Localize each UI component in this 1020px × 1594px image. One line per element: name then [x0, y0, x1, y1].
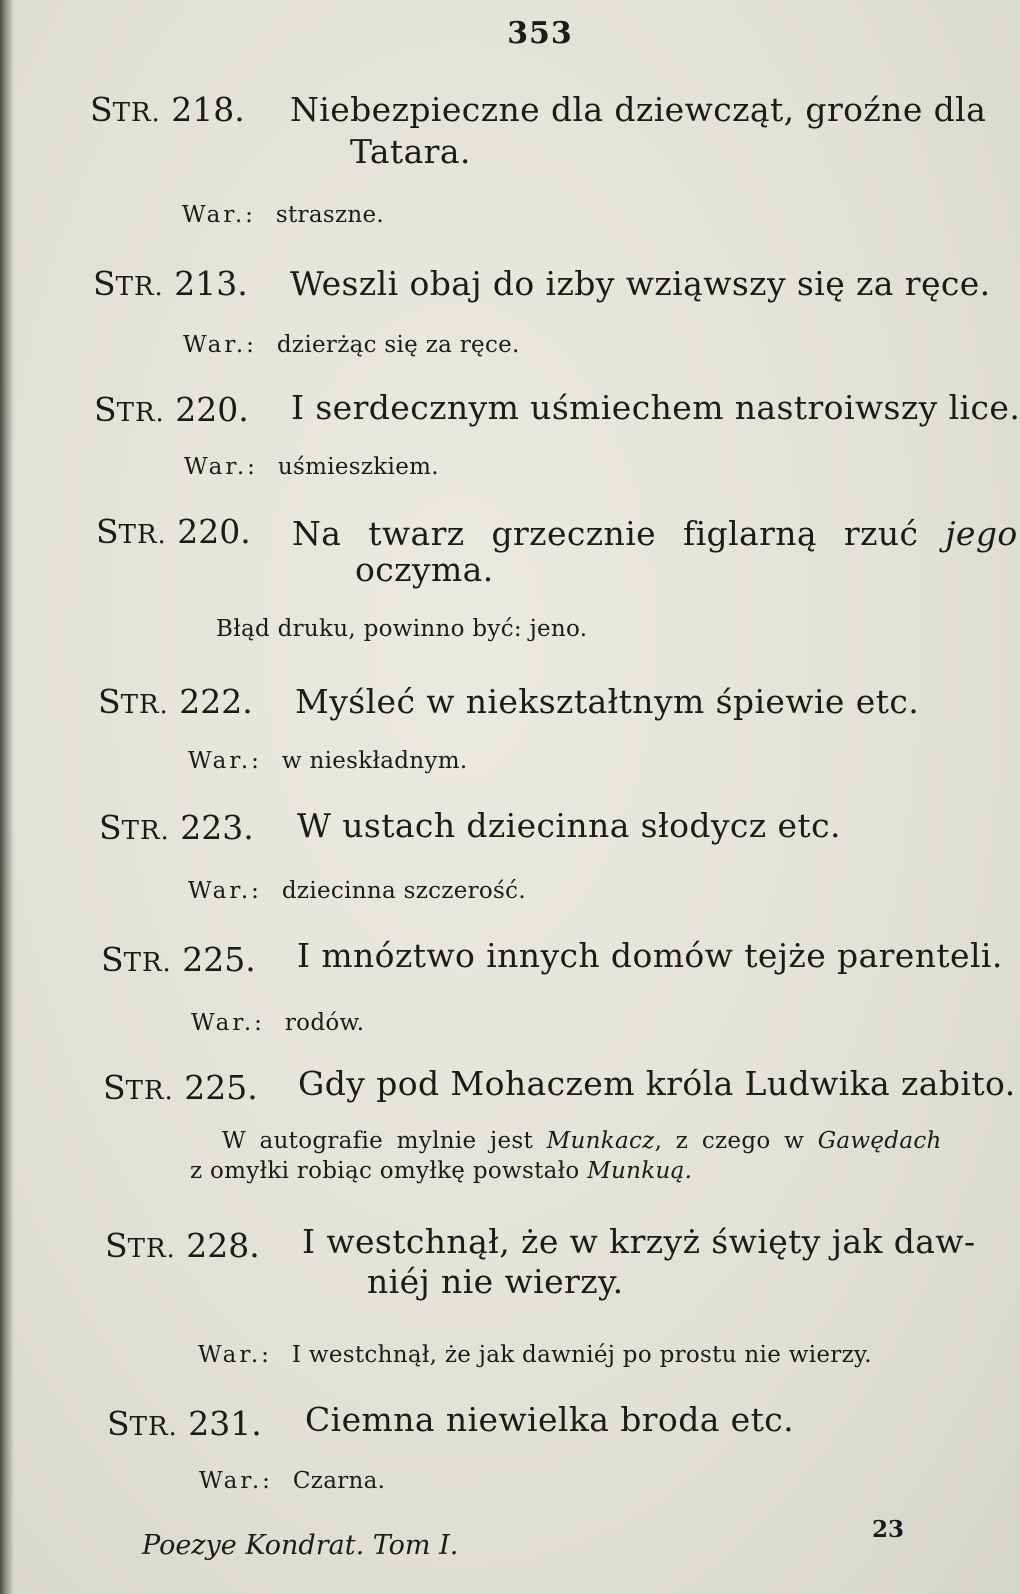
str-label: STR. 222. [98, 682, 253, 721]
verse-line: Gdy pod Mohaczem króla Ludwika zabito. [298, 1064, 1016, 1103]
verse-line: Na twarz grzecznie figlarną rzuć jego [292, 514, 1018, 553]
variant: War.: rodów. [191, 1010, 365, 1036]
errata-note: Błąd druku, powinno być: jeno. [216, 616, 588, 642]
str-label: STR. 218. [90, 90, 245, 129]
verse-line-continued: oczyma. [355, 550, 494, 589]
page-number: 353 [507, 16, 573, 51]
str-label: STR. 213. [93, 264, 248, 303]
str-label: STR. 225. [101, 940, 256, 979]
variant: War.: w nieskładnym. [188, 748, 468, 774]
variant: War.: Czarna. [199, 1468, 386, 1494]
variant: War.: dzierżąc się za ręce. [183, 332, 520, 358]
verse-line: Ciemna niewielka broda etc. [305, 1400, 795, 1439]
str-label: STR. 231. [107, 1404, 262, 1443]
verse-line: Myśleć w niekształtnym śpiewie etc. [295, 682, 920, 721]
variant: War.: straszne. [182, 202, 384, 228]
str-label: STR. 228. [105, 1226, 260, 1265]
autograph-note-line2: z omyłki robiąc omyłkę powstało Munkuą. [190, 1158, 693, 1184]
str-label: STR. 220. [94, 390, 249, 429]
verse-line: I mnóztwo innych domów tejże parenteli. [297, 936, 1003, 975]
variant: War.: dziecinna szczerość. [188, 878, 526, 904]
autograph-note-line1: W autografie mylnie jest Munkacz, z czego w Gawędach [222, 1128, 942, 1154]
str-label: STR. 225. [103, 1068, 258, 1107]
verse-line: I westchnął, że w krzyż święty jak daw- [302, 1222, 976, 1261]
verse-line: W ustach dziecinna słodycz etc. [297, 806, 841, 845]
str-label: STR. 223. [99, 808, 254, 847]
verse-line: Weszli obaj do izby wziąwszy się za ręce. [290, 264, 991, 303]
footer-signature-mark: 23 [872, 1516, 905, 1543]
verse-line: Niebezpieczne dla dziewcząt, groźne dla [290, 90, 987, 129]
verse-line: I serdecznym uśmiechem nastroiwszy lice. [291, 388, 1020, 427]
verse-line-continued: niéj nie wierzy. [367, 1262, 624, 1301]
footer-book-title: Poezye Kondrat. Tom I. [142, 1530, 459, 1561]
variant: War.: uśmieszkiem. [184, 454, 439, 480]
variant: War.: I westchnął, że jak dawniéj po prostu nie wierzy. [198, 1342, 872, 1368]
str-label: STR. 220. [96, 512, 251, 551]
verse-line-continued: Tatara. [350, 132, 471, 171]
